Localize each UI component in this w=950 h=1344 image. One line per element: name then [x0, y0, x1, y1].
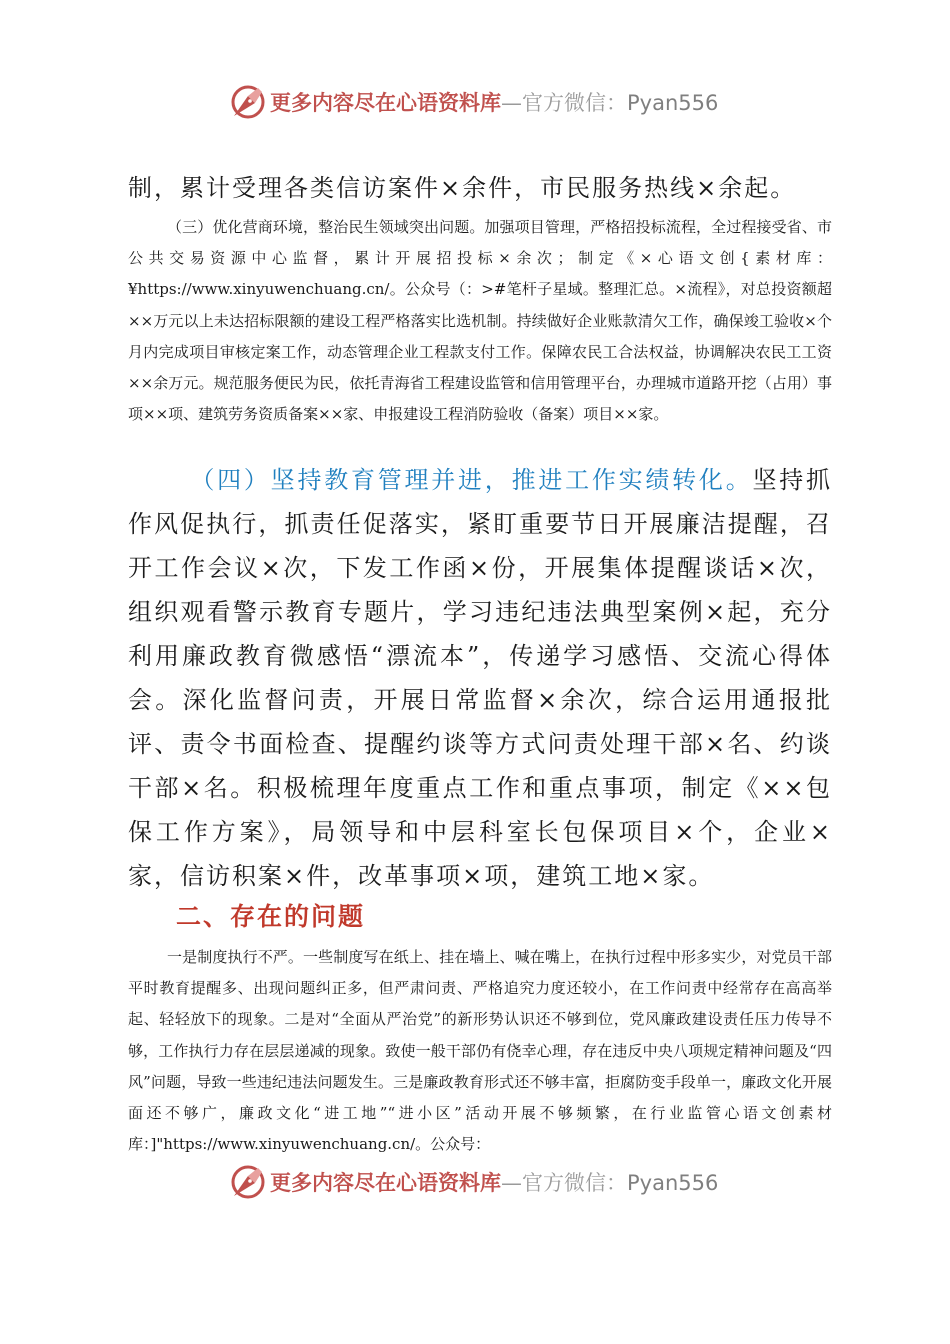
watermark-wechat-label: 官方微信：	[522, 91, 627, 115]
subheading-education-management: （四）坚持教育管理并进，推进工作实绩转化。	[190, 466, 753, 494]
watermark-text	[270, 87, 718, 117]
paragraph-continuation: 制，累计受理各类信访案件×余件，市民服务热线×余起。	[128, 174, 797, 202]
watermark-main-text: 更多内容尽在心语资料库	[270, 91, 501, 115]
pen-nib-logo-icon	[228, 1162, 268, 1202]
watermark-dash: —	[501, 1171, 522, 1195]
watermark-wechat-id: Pyan556	[627, 91, 719, 115]
section-title-problems: 二、存在的问题	[176, 902, 366, 931]
paragraph-education-management	[128, 458, 832, 898]
paragraph-education-body: 坚持抓作风促执行，抓责任促落实，紧盯重要节日开展廉洁提醒，召开工作会议×次，下发工作函×份，开展集体提醒谈话×次，组织观看警示教育专题片，学习违纪违法典型案例×起，充分利用廉政教育微感悟“漂流本”，传递学习感悟、交流心得体会。深化监督问责，开展日常监督×余次，综合运用通报批评、责令书面检查、提醒约谈等方式问责处理干部×名、约谈干部×名。积极梳理年度重点工作和重点事项，制定《××包保工作方案》，局领导和中层科室长包保项目×个，企业×家，信访积案×件，改革事项×项，建筑工地×家。	[128, 466, 832, 890]
paragraph-problems: 一是制度执行不严。一些制度写在纸上、挂在墙上、喊在嘴上，在执行过程中形多实少，对党员干部平时教育提醒多、出现问题纠正多，但严肃问责、严格追究力度还较小，在工作问责中经常存在高高举起、轻轻放下的现象。二是对“全面从严治党”的新形势认识还不够到位，党风廉政建设责任压力传导不够，工作执行力存在层层递减的现象。致使一般干部仍有侥幸心理，存在违反中央八项规定精神问题及“四风”问题，导致一些违纪违法问题发生。三是廉政教育形式还不够丰富，拒腐防变手段单一，廉政文化开展面还不够广，廉政文化“进工地”“进小区”活动开展不够频繁，在行业监管心语文创素材库：]"https://www.xinyuwenchuang.cn/。公众号：	[128, 948, 832, 1154]
watermark-banner-bottom	[228, 1160, 728, 1204]
watermark-dash: —	[501, 91, 522, 115]
watermark-wechat-label: 官方微信：	[522, 1171, 627, 1195]
pen-nib-logo-icon	[228, 82, 268, 122]
watermark-banner-top	[228, 80, 728, 124]
watermark-wechat-id: Pyan556	[627, 1171, 719, 1195]
paragraph-business-environment: （三）优化营商环境，整治民生领域突出问题。加强项目管理，严格招投标流程，全过程接受省、市公共交易资源中心监督，累计开展招投标×余次；制定《×心语文创{素材库：¥https://www.xinyuwenchuang.cn/。公众号（：>#笔杆子星域。整理汇总。×流程》，对总投资额超××万元以上未达招标限额的建设工程严格落实比选机制。持续做好企业账款清欠工作，确保竣工验收×个月内完成项目审核定案工作，动态管理企业工程款支付工作。保障农民工合法权益，协调解决农民工工资××余万元。规范服务便民为民，依托青海省工程建设监管和信用管理平台，办理城市道路开挖（占用）事项××项、建筑劳务资质备案××家、申报建设工程消防验收（备案）项目××家。	[128, 218, 832, 424]
watermark-text	[270, 1167, 718, 1197]
watermark-main-text: 更多内容尽在心语资料库	[270, 1171, 501, 1195]
